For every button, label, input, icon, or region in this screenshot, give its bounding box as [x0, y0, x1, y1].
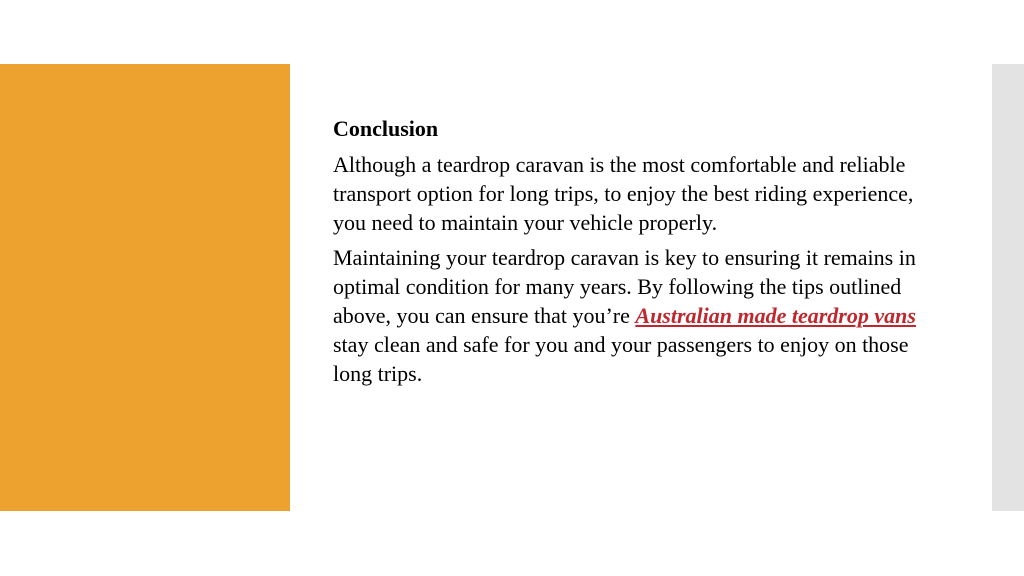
heading: Conclusion	[333, 116, 439, 141]
side-bar	[992, 64, 1024, 511]
paragraph-2-text-after: stay clean and safe for you and your passengers to enjoy on those long trips.	[333, 332, 909, 386]
paragraph-1: Although a teardrop caravan is the most comfortable and reliable transport option for long trips, to enjoy the best riding experience, you need to maintain your vehicle properly.	[333, 152, 914, 235]
paragraph-2-text-before: Maintaining your teardrop caravan is key to ensuring it remains in optimal condition for many years. By following the tips outlined above, you can ensure that you’re	[333, 245, 916, 328]
accent-panel	[0, 64, 290, 511]
slide-content	[333, 114, 945, 394]
paragraph-2	[333, 243, 945, 388]
australian-made-teardrop-vans-link[interactable]: Australian made teardrop vans	[635, 303, 916, 328]
